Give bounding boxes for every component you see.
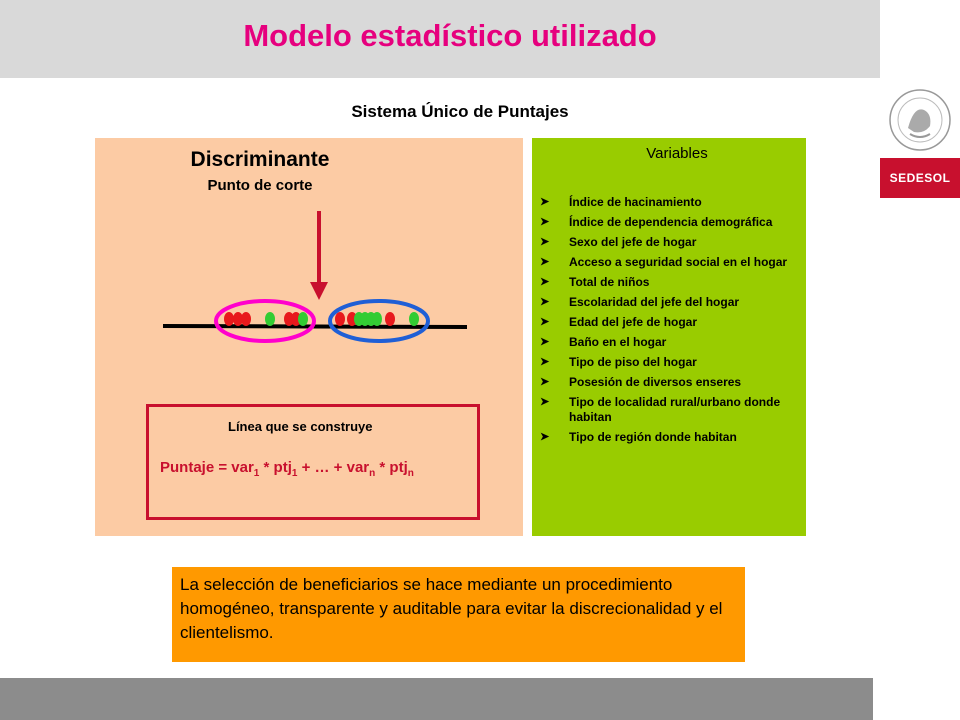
arrow-bullet-icon: ➤ [540, 431, 550, 443]
score-formula: Puntaje = var$_1$ * ptj$_1$ + … + var$_n$ * ptj$_n$ [160, 459, 414, 479]
left-group-dots [224, 312, 308, 326]
dot-red [224, 312, 234, 326]
list-item: ➤ Total de niños [540, 275, 650, 289]
arrow-bullet-icon: ➤ [540, 296, 550, 308]
variables-title: Variables [646, 145, 708, 162]
list-item: ➤ Índice de dependencia demográfica [540, 215, 773, 229]
list-item: ➤ Escolaridad del jefe del hogar [540, 295, 740, 309]
arrow-bullet-icon: ➤ [540, 316, 550, 328]
list-item: ➤ Sexo del jefe de hogar [540, 235, 697, 249]
arrow-bullet-icon: ➤ [540, 396, 550, 408]
dot-green [298, 312, 308, 326]
dot-green [265, 312, 275, 326]
list-item: ➤ Índice de hacinamiento [540, 195, 702, 209]
list-item: ➤ Posesión de diversos enseres [540, 375, 742, 389]
arrow-bullet-icon: ➤ [540, 196, 550, 208]
discriminant-title: Discriminante [190, 148, 330, 171]
list-item: ➤ Acceso a seguridad social en el hogar [540, 255, 788, 269]
diagram-subtitle: Sistema Único de Puntajes [351, 102, 569, 121]
list-item: ➤ Tipo de región donde habitan [540, 430, 737, 444]
discriminant-diagram [95, 138, 523, 398]
coat-of-arms-icon [880, 84, 960, 156]
arrow-bullet-icon: ➤ [540, 256, 550, 268]
right-group-dots [335, 312, 419, 326]
dot-red [241, 312, 251, 326]
page-title: Modelo estadístico utilizado [243, 18, 657, 53]
dot-green [409, 312, 419, 326]
list-item: ➤ Baño en el hogar [540, 335, 667, 349]
variables-list [540, 195, 802, 450]
discriminant-line [163, 326, 467, 327]
arrow-bullet-icon: ➤ [540, 276, 550, 288]
footer-band [0, 678, 873, 720]
dot-red [335, 312, 345, 326]
dot-green [372, 312, 382, 326]
arrow-bullet-icon: ➤ [540, 376, 550, 388]
list-item: ➤ Edad del jefe de hogar [540, 315, 698, 329]
dot-red [385, 312, 395, 326]
list-item: ➤ Tipo de localidad rural/urbano donde habitan [540, 395, 781, 424]
sedesol-logo: SEDESOL [880, 158, 960, 198]
arrow-bullet-icon: ➤ [540, 356, 550, 368]
cut-point-arrow-head [310, 282, 328, 300]
list-item: ➤ Tipo de piso del hogar [540, 355, 697, 369]
arrow-bullet-icon: ➤ [540, 216, 550, 228]
summary-note: La selección de beneficiarios se hace mediante un procedimiento homogéneo, transparente y auditable para evitar la discrecionalidad y el clientelismo. [172, 567, 745, 662]
cut-point-label: Punto de corte [207, 177, 313, 194]
arrow-bullet-icon: ➤ [540, 236, 550, 248]
formula-label: Línea que se construye [228, 419, 373, 434]
arrow-bullet-icon: ➤ [540, 336, 550, 348]
